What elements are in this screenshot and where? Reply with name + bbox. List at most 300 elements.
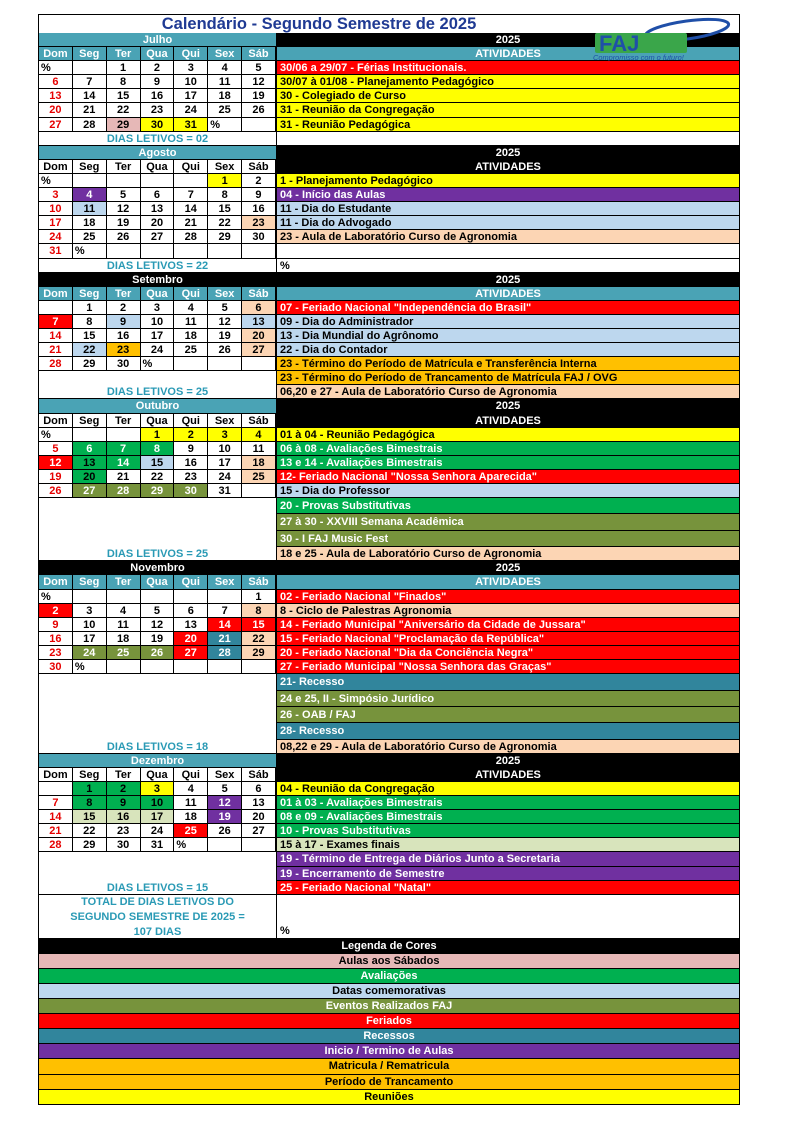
month-name: Agosto <box>39 146 276 160</box>
day-cell[interactable]: 5 <box>107 188 141 202</box>
day-cell[interactable]: 23 <box>174 470 208 484</box>
day-cell[interactable]: 31 <box>141 838 175 852</box>
day-cell[interactable]: 13 <box>73 456 107 470</box>
day-cell[interactable]: 17 <box>39 216 73 230</box>
month-header-row <box>39 561 739 575</box>
day-cell[interactable]: 24 <box>208 470 242 484</box>
day-cell[interactable]: 31 <box>39 244 73 258</box>
day-cell[interactable] <box>141 590 175 604</box>
day-cell[interactable]: 16 <box>107 810 141 824</box>
activity-item: 19 - Encerramento de Semestre <box>276 867 739 881</box>
day-cell[interactable]: 5 <box>242 61 276 75</box>
calendar-row <box>39 707 739 723</box>
activity-item: 09 - Dia do Administrador <box>276 315 739 329</box>
day-cell[interactable] <box>242 118 276 132</box>
day-cell[interactable]: 10 <box>208 442 242 456</box>
day-cell[interactable]: 30 <box>107 838 141 852</box>
day-cell[interactable]: 24 <box>73 646 107 660</box>
day-cell[interactable]: 3 <box>141 782 175 796</box>
day-cell[interactable] <box>208 357 242 371</box>
month-name: Julho <box>39 33 276 47</box>
day-cell[interactable]: 30 <box>174 484 208 498</box>
day-cell[interactable]: 27 <box>141 230 175 244</box>
day-cell[interactable]: 18 <box>242 456 276 470</box>
weekday-sáb: Sáb <box>242 768 276 782</box>
day-cell[interactable]: % <box>141 357 175 371</box>
day-cell[interactable]: 29 <box>208 230 242 244</box>
day-cell[interactable] <box>174 357 208 371</box>
day-cell[interactable] <box>174 174 208 188</box>
day-cell[interactable]: 19 <box>242 89 276 103</box>
day-cell[interactable]: 10 <box>174 75 208 89</box>
day-cell[interactable]: 28 <box>107 484 141 498</box>
day-cell[interactable]: 26 <box>208 343 242 357</box>
day-cell[interactable]: 17 <box>73 632 107 646</box>
day-cell[interactable]: 13 <box>242 796 276 810</box>
day-cell[interactable]: 17 <box>174 89 208 103</box>
day-cell[interactable]: 12 <box>107 202 141 216</box>
day-cell[interactable] <box>208 244 242 258</box>
day-cell[interactable]: 1 <box>107 61 141 75</box>
day-cell[interactable]: 16 <box>174 456 208 470</box>
calendar-row <box>39 230 739 244</box>
day-cell[interactable] <box>141 660 175 674</box>
month-name: Novembro <box>39 561 276 575</box>
day-cell[interactable]: 2 <box>242 174 276 188</box>
calendar-row <box>39 132 739 146</box>
day-cell[interactable] <box>107 174 141 188</box>
day-cell[interactable]: 1 <box>73 782 107 796</box>
day-cell[interactable]: 12 <box>242 75 276 89</box>
total-line-2: SEGUNDO SEMESTRE DE 2025 = <box>70 910 245 923</box>
day-cell[interactable] <box>39 301 73 315</box>
day-cell[interactable]: 1 <box>141 428 175 442</box>
day-cell[interactable]: 2 <box>39 604 73 618</box>
day-cell[interactable]: 22 <box>73 343 107 357</box>
weekday-ter: Ter <box>107 768 141 782</box>
activity-item: 23 - Aula de Laboratório Curso de Agronomia <box>276 230 739 244</box>
day-cell[interactable]: 22 <box>242 632 276 646</box>
day-cell[interactable]: % <box>73 244 107 258</box>
empty-left <box>39 514 276 530</box>
calendar-row <box>39 498 739 514</box>
activity-item <box>276 132 739 146</box>
day-cell[interactable]: 11 <box>242 442 276 456</box>
day-cell[interactable] <box>242 660 276 674</box>
day-cell[interactable] <box>39 782 73 796</box>
calendar-row <box>39 118 739 132</box>
day-cell[interactable]: 21 <box>39 343 73 357</box>
year-label: 2025 <box>276 146 739 160</box>
day-cell[interactable] <box>107 660 141 674</box>
legend-item: Avaliações <box>39 969 739 984</box>
day-cell[interactable]: 13 <box>141 202 175 216</box>
day-cell[interactable]: 5 <box>39 442 73 456</box>
day-cell[interactable]: 8 <box>208 188 242 202</box>
day-cell[interactable]: 30 <box>107 357 141 371</box>
day-cell[interactable]: 31 <box>174 118 208 132</box>
day-cell[interactable] <box>208 838 242 852</box>
calendar-row <box>39 782 739 796</box>
day-cell[interactable] <box>141 244 175 258</box>
day-cell[interactable]: 18 <box>174 329 208 343</box>
day-cell[interactable]: 7 <box>39 796 73 810</box>
day-cell[interactable]: 24 <box>141 824 175 838</box>
day-cell[interactable]: 15 <box>242 618 276 632</box>
day-cell[interactable]: 28 <box>39 838 73 852</box>
activity-item: 01 à 04 - Reunião Pedagógica <box>276 428 739 442</box>
month-name: Setembro <box>39 273 276 287</box>
calendar-row <box>39 371 739 385</box>
day-cell[interactable]: % <box>39 590 73 604</box>
activity-item: 24 e 25, II - Simpósio Jurídico <box>276 691 739 707</box>
calendar-row <box>39 646 739 660</box>
weekday-row <box>39 160 739 174</box>
faj-logo-icon <box>591 15 739 61</box>
day-cell[interactable]: 29 <box>73 838 107 852</box>
day-cell[interactable]: 14 <box>39 810 73 824</box>
day-cell[interactable] <box>208 590 242 604</box>
day-cell[interactable]: 9 <box>39 618 73 632</box>
day-cell[interactable]: 21 <box>73 103 107 117</box>
day-cell[interactable] <box>141 174 175 188</box>
day-cell[interactable]: 19 <box>107 216 141 230</box>
day-cell[interactable]: 20 <box>73 470 107 484</box>
day-cell[interactable] <box>174 244 208 258</box>
day-cell[interactable]: 6 <box>242 782 276 796</box>
weekday-qui: Qui <box>174 575 208 589</box>
day-cell[interactable]: 2 <box>107 782 141 796</box>
day-cell[interactable]: % <box>73 660 107 674</box>
activity-item: 31 - Reunião da Congregação <box>276 103 739 117</box>
month-header-row <box>39 754 739 768</box>
day-cell[interactable]: 16 <box>39 632 73 646</box>
day-cell[interactable]: 7 <box>174 188 208 202</box>
month-header-row <box>39 399 739 413</box>
day-cell[interactable]: 26 <box>242 103 276 117</box>
calendar-row <box>39 103 739 117</box>
day-cell[interactable]: 25 <box>174 343 208 357</box>
day-cell[interactable]: 27 <box>39 118 73 132</box>
day-cell[interactable]: 15 <box>107 89 141 103</box>
day-cell[interactable]: 13 <box>242 315 276 329</box>
day-cell[interactable]: 16 <box>141 89 175 103</box>
day-cell[interactable]: 4 <box>242 428 276 442</box>
day-cell[interactable]: 24 <box>141 343 175 357</box>
day-cell[interactable]: 19 <box>208 810 242 824</box>
day-cell[interactable] <box>73 428 107 442</box>
day-cell[interactable]: 23 <box>242 216 276 230</box>
weekday-row <box>39 575 739 589</box>
day-cell[interactable] <box>242 244 276 258</box>
weekday-qua: Qua <box>141 287 175 301</box>
day-cell[interactable]: 30 <box>39 660 73 674</box>
day-cell[interactable]: 27 <box>174 646 208 660</box>
day-cell[interactable]: 13 <box>174 618 208 632</box>
day-cell[interactable]: 14 <box>39 329 73 343</box>
day-cell[interactable]: % <box>39 174 73 188</box>
day-cell[interactable]: 11 <box>174 315 208 329</box>
day-cell[interactable]: 21 <box>174 216 208 230</box>
weekday-sáb: Sáb <box>242 47 276 61</box>
day-cell[interactable]: 29 <box>73 357 107 371</box>
day-cell[interactable]: 22 <box>208 216 242 230</box>
day-cell[interactable]: 23 <box>107 824 141 838</box>
day-cell[interactable]: 1 <box>208 174 242 188</box>
day-cell[interactable] <box>73 590 107 604</box>
day-cell[interactable]: 28 <box>208 646 242 660</box>
activity-item: 08,22 e 29 - Aula de Laboratório Curso de Agronomia <box>276 740 739 754</box>
day-cell[interactable]: % <box>39 428 73 442</box>
day-cell[interactable]: 21 <box>208 632 242 646</box>
day-cell[interactable]: 17 <box>141 329 175 343</box>
day-cell[interactable]: 10 <box>73 618 107 632</box>
calendar-row <box>39 881 739 895</box>
day-cell[interactable]: 18 <box>107 632 141 646</box>
calendar-row <box>39 531 739 547</box>
day-cell[interactable]: 20 <box>174 632 208 646</box>
day-cell[interactable]: 23 <box>141 103 175 117</box>
empty-left <box>39 498 276 514</box>
calendar-row <box>39 867 739 881</box>
weekday-qui: Qui <box>174 414 208 428</box>
day-cell[interactable]: 9 <box>107 315 141 329</box>
calendar-row <box>39 75 739 89</box>
day-cell[interactable]: 6 <box>39 75 73 89</box>
day-cell[interactable]: 4 <box>174 301 208 315</box>
day-cell[interactable]: 4 <box>174 782 208 796</box>
day-cell[interactable]: 18 <box>174 810 208 824</box>
day-cell[interactable] <box>242 838 276 852</box>
day-cell[interactable]: 27 <box>242 824 276 838</box>
day-cell[interactable]: 25 <box>73 230 107 244</box>
day-cell[interactable] <box>242 484 276 498</box>
activity-item: 08 e 09 - Avaliações Bimestrais <box>276 810 739 824</box>
calendar-row <box>39 385 739 399</box>
day-cell[interactable]: 3 <box>73 604 107 618</box>
day-cell[interactable]: 8 <box>141 442 175 456</box>
day-cell[interactable] <box>107 244 141 258</box>
day-cell[interactable]: 2 <box>141 61 175 75</box>
day-cell[interactable] <box>73 61 107 75</box>
day-cell[interactable]: 18 <box>208 89 242 103</box>
day-cell[interactable]: 16 <box>242 202 276 216</box>
day-cell[interactable]: 20 <box>39 103 73 117</box>
calendar-row <box>39 343 739 357</box>
day-cell[interactable]: % <box>174 838 208 852</box>
day-cell[interactable]: 25 <box>174 824 208 838</box>
activity-item: 18 e 25 - Aula de Laboratório Curso de Agronomia <box>276 547 739 561</box>
day-cell[interactable]: 14 <box>73 89 107 103</box>
day-cell[interactable]: 8 <box>242 604 276 618</box>
day-cell[interactable]: 19 <box>39 470 73 484</box>
empty-left <box>39 723 276 739</box>
activity-item: 28- Recesso <box>276 723 739 739</box>
activity-item: 13 e 14 - Avaliações Bimestrais <box>276 456 739 470</box>
day-cell[interactable]: 28 <box>39 357 73 371</box>
day-cell[interactable]: 10 <box>141 796 175 810</box>
day-cell[interactable]: 3 <box>141 301 175 315</box>
day-cell[interactable]: 15 <box>141 456 175 470</box>
day-cell[interactable]: 24 <box>174 103 208 117</box>
dias-letivos: DIAS LETIVOS = 15 <box>39 881 276 895</box>
day-cell[interactable]: 8 <box>73 796 107 810</box>
day-cell[interactable]: 7 <box>107 442 141 456</box>
total-line-3: 107 DIAS <box>133 925 182 938</box>
day-cell[interactable]: % <box>208 118 242 132</box>
day-cell[interactable]: 27 <box>73 484 107 498</box>
day-cell[interactable]: 14 <box>208 618 242 632</box>
day-cell[interactable] <box>174 590 208 604</box>
day-cell[interactable]: 19 <box>141 632 175 646</box>
day-cell[interactable]: 25 <box>107 646 141 660</box>
day-cell[interactable]: 22 <box>107 103 141 117</box>
day-cell[interactable] <box>174 660 208 674</box>
calendar-row <box>39 470 739 484</box>
weekday-dom: Dom <box>39 287 73 301</box>
day-cell[interactable]: 7 <box>208 604 242 618</box>
day-cell[interactable]: 3 <box>174 61 208 75</box>
activity-item: 20 - Feriado Nacional "Dia da Conciência Negra" <box>276 646 739 660</box>
calendar-row <box>39 796 739 810</box>
total-right-mark: % <box>280 924 290 937</box>
day-cell[interactable]: 25 <box>242 470 276 484</box>
day-cell[interactable]: 6 <box>73 442 107 456</box>
weekday-ter: Ter <box>107 160 141 174</box>
day-cell[interactable]: 20 <box>242 810 276 824</box>
day-cell[interactable]: 12 <box>39 456 73 470</box>
day-cell[interactable]: 12 <box>208 796 242 810</box>
day-cell[interactable]: 8 <box>107 75 141 89</box>
day-cell[interactable]: 7 <box>39 315 73 329</box>
legend-item: Período de Trancamento <box>39 1075 739 1090</box>
day-cell[interactable]: 29 <box>141 484 175 498</box>
day-cell[interactable]: 17 <box>141 810 175 824</box>
day-cell[interactable]: 28 <box>174 230 208 244</box>
day-cell[interactable]: 9 <box>141 75 175 89</box>
day-cell[interactable]: 5 <box>208 301 242 315</box>
day-cell[interactable]: 6 <box>141 188 175 202</box>
day-cell[interactable]: 21 <box>107 470 141 484</box>
day-cell[interactable] <box>208 660 242 674</box>
day-cell[interactable]: 3 <box>208 428 242 442</box>
day-cell[interactable]: 9 <box>242 188 276 202</box>
weekday-sex: Sex <box>208 287 242 301</box>
day-cell[interactable]: 12 <box>141 618 175 632</box>
day-cell[interactable]: 1 <box>242 590 276 604</box>
day-cell[interactable]: 13 <box>39 89 73 103</box>
day-cell[interactable]: 14 <box>107 456 141 470</box>
calendar-row <box>39 590 739 604</box>
day-cell[interactable]: 4 <box>107 604 141 618</box>
day-cell[interactable]: 15 <box>73 329 107 343</box>
calendar-row <box>39 442 739 456</box>
day-cell[interactable]: 11 <box>208 75 242 89</box>
weekday-dom: Dom <box>39 160 73 174</box>
day-cell[interactable]: 8 <box>73 315 107 329</box>
day-cell[interactable]: 20 <box>141 216 175 230</box>
dias-letivos: DIAS LETIVOS = 02 <box>39 132 276 146</box>
day-cell[interactable]: 30 <box>141 118 175 132</box>
legend-item: Datas comemorativas <box>39 984 739 999</box>
day-cell[interactable]: 15 <box>73 810 107 824</box>
weekday-row <box>39 414 739 428</box>
day-cell[interactable]: 28 <box>73 118 107 132</box>
day-cell[interactable]: 9 <box>107 796 141 810</box>
day-cell[interactable]: 21 <box>39 824 73 838</box>
day-cell[interactable]: 17 <box>208 456 242 470</box>
day-cell[interactable] <box>242 357 276 371</box>
activity-item: 23 - Término do Período de Trancamento de Matrícula FAJ / OVG <box>276 371 739 385</box>
day-cell[interactable]: 25 <box>208 103 242 117</box>
day-cell[interactable]: 7 <box>73 75 107 89</box>
day-cell[interactable]: 5 <box>208 782 242 796</box>
day-cell[interactable]: 18 <box>73 216 107 230</box>
day-cell[interactable]: 23 <box>107 343 141 357</box>
day-cell[interactable]: 2 <box>174 428 208 442</box>
day-cell[interactable]: 11 <box>174 796 208 810</box>
day-cell[interactable] <box>73 174 107 188</box>
calendar-row <box>39 691 739 707</box>
calendar-row <box>39 174 739 188</box>
activity-item: 30/07 à 01/08 - Planejamento Pedagógico <box>276 75 739 89</box>
day-cell[interactable]: 20 <box>242 329 276 343</box>
day-cell[interactable]: 22 <box>141 470 175 484</box>
day-cell[interactable]: 11 <box>107 618 141 632</box>
activity-item: 07 - Feriado Nacional "Independência do Brasil" <box>276 301 739 315</box>
day-cell[interactable]: 29 <box>107 118 141 132</box>
day-cell[interactable]: 6 <box>242 301 276 315</box>
day-cell[interactable] <box>107 590 141 604</box>
month-header-row <box>39 273 739 287</box>
day-cell[interactable]: 12 <box>208 315 242 329</box>
day-cell[interactable]: 1 <box>73 301 107 315</box>
day-cell[interactable]: 10 <box>141 315 175 329</box>
day-cell[interactable]: 26 <box>208 824 242 838</box>
calendar-row <box>39 740 739 754</box>
day-cell[interactable]: 27 <box>242 343 276 357</box>
day-cell[interactable]: 29 <box>242 646 276 660</box>
calendar-row <box>39 514 739 530</box>
day-cell[interactable]: 23 <box>39 646 73 660</box>
day-cell[interactable]: 9 <box>174 442 208 456</box>
activity-item: 12- Feriado Nacional "Nossa Senhora Aparecida" <box>276 470 739 484</box>
day-cell[interactable] <box>107 428 141 442</box>
day-cell[interactable]: 11 <box>73 202 107 216</box>
day-cell[interactable]: % <box>39 61 73 75</box>
day-cell[interactable]: 3 <box>39 188 73 202</box>
day-cell[interactable]: 30 <box>242 230 276 244</box>
weekday-seg: Seg <box>73 287 107 301</box>
day-cell[interactable]: 5 <box>141 604 175 618</box>
day-cell[interactable]: 24 <box>39 230 73 244</box>
day-cell[interactable]: 15 <box>208 202 242 216</box>
day-cell[interactable]: 2 <box>107 301 141 315</box>
day-cell[interactable]: 6 <box>174 604 208 618</box>
day-cell[interactable]: 16 <box>107 329 141 343</box>
day-cell[interactable]: 26 <box>141 646 175 660</box>
calendar-row <box>39 428 739 442</box>
day-cell[interactable]: 26 <box>39 484 73 498</box>
day-cell[interactable]: 19 <box>208 329 242 343</box>
day-cell[interactable]: 4 <box>73 188 107 202</box>
day-cell[interactable]: 22 <box>73 824 107 838</box>
day-cell[interactable]: 10 <box>39 202 73 216</box>
day-cell[interactable]: 4 <box>208 61 242 75</box>
day-cell[interactable]: 26 <box>107 230 141 244</box>
day-cell[interactable]: 14 <box>174 202 208 216</box>
day-cell[interactable]: 31 <box>208 484 242 498</box>
